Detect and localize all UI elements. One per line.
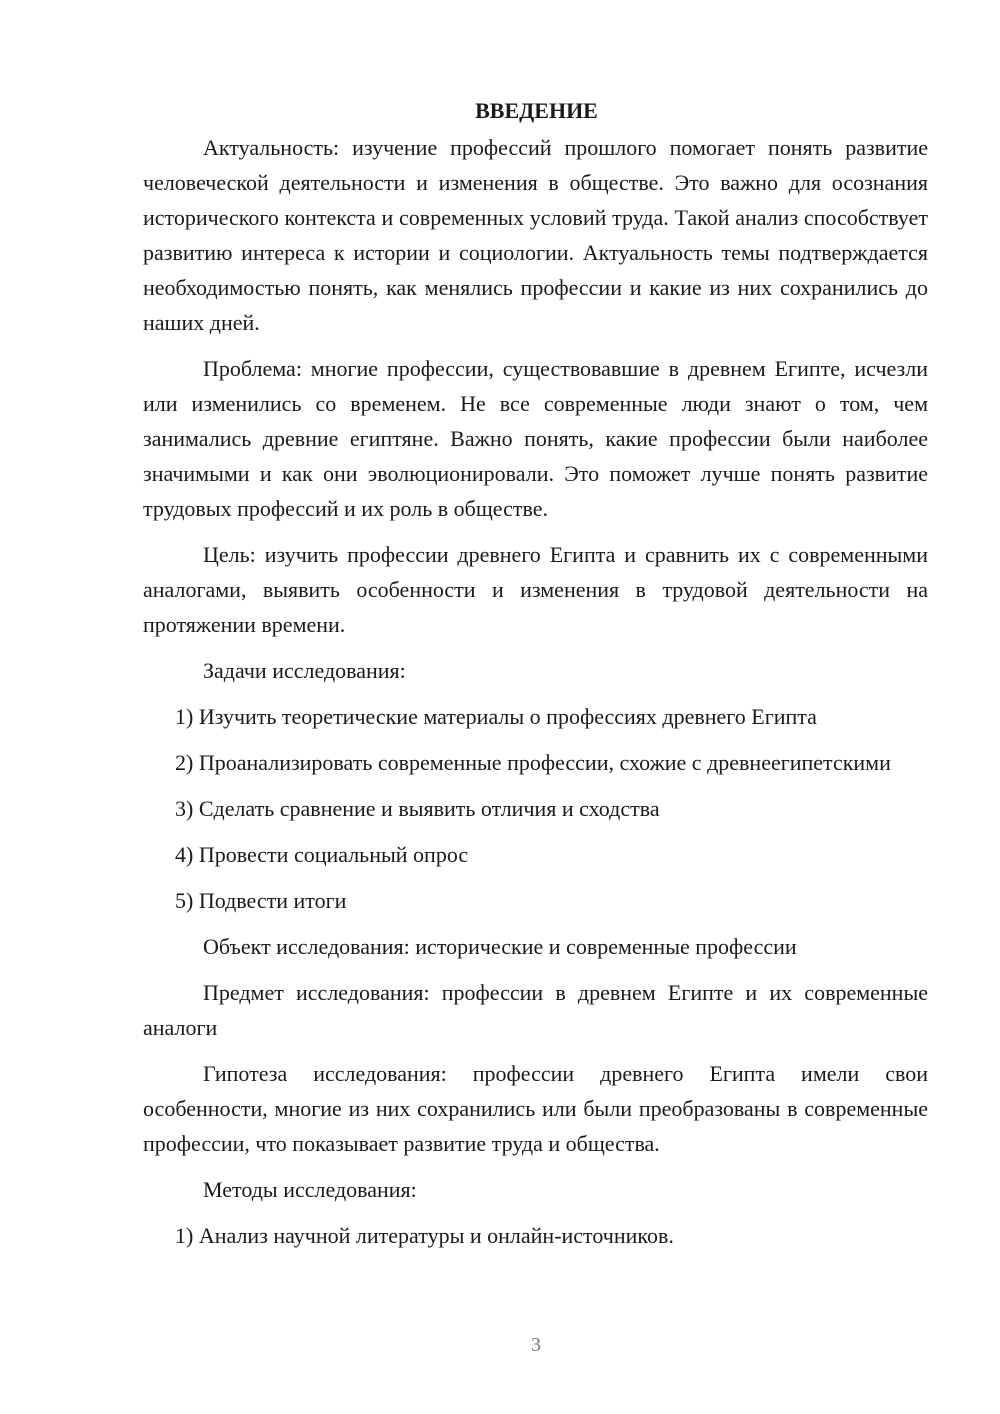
problem-paragraph: Проблема: многие профессии, существовавшие в древнем Египте, исчезли или изменились со временем. Не все современные люди знают о том, чем занимались древние египтяне. Важно понять, какие профессии были наиболее значимыми и как они эволюционировали. Это поможет лучше понять развитие трудовых профессий и их роль в обществе. bbox=[143, 356, 928, 521]
document-page bbox=[143, 96, 928, 1264]
relevance-paragraph: Актуальность: изучение профессий прошлого помогает понять развитие человеческой деятельности и изменения в обществе. Это важно для осознания исторического контекста и современных условий труда. Такой анализ способствует развитию интереса к истории и социологии. Актуальность темы подтверждается необходимостью понять, как менялись профессии и какие из них сохранились до наших дней. bbox=[143, 135, 928, 335]
task-item-3: 3) Сделать сравнение и выявить отличия и сходства bbox=[175, 796, 660, 821]
subject-paragraph: Предмет исследования: профессии в древнем Египте и их современные аналоги bbox=[143, 980, 928, 1040]
goal-paragraph: Цель: изучить профессии древнего Египта и сравнить их с современными аналогами, выявить особенности и изменения в трудовой деятельности на протяжении времени. bbox=[143, 542, 928, 637]
methods-heading: Методы исследования: bbox=[203, 1177, 417, 1202]
tasks-heading: Задачи исследования: bbox=[203, 658, 406, 683]
task-item-5: 5) Подвести итоги bbox=[175, 888, 347, 913]
task-item-4: 4) Провести социальный опрос bbox=[175, 842, 469, 867]
section-title: ВВЕДЕНИЕ bbox=[475, 98, 598, 123]
task-item-2: 2) Проанализировать современные профессии, схожие с древнеегипетскими bbox=[175, 750, 891, 775]
task-item-1: 1) Изучить теоретические материалы о профессиях древнего Египта bbox=[175, 704, 817, 729]
method-item-1: 1) Анализ научной литературы и онлайн-источников. bbox=[175, 1223, 674, 1248]
object-paragraph: Объект исследования: исторические и современные профессии bbox=[203, 934, 797, 959]
page-number: 3 bbox=[531, 1334, 541, 1356]
hypothesis-paragraph: Гипотеза исследования: профессии древнего Египта имели свои особенности, многие из них сохранились или были преобразованы в современные профессии, что показывает развитие труда и общества. bbox=[143, 1061, 928, 1156]
